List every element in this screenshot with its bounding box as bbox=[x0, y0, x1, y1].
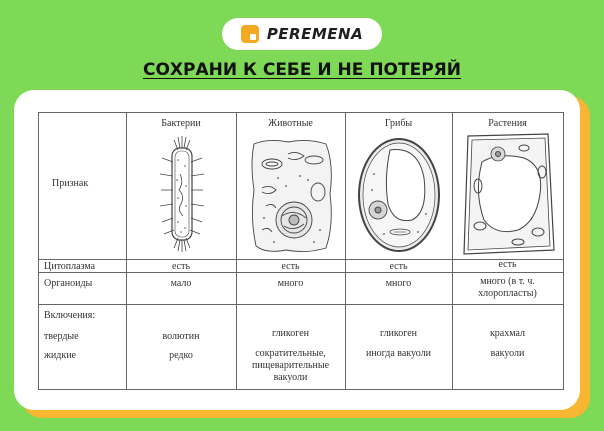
cell-solid-animals: гликоген bbox=[271, 328, 310, 339]
row-label-organoids: Органоиды bbox=[44, 278, 93, 289]
row-divider bbox=[38, 304, 564, 305]
row-label-inclusions: Включения: bbox=[44, 310, 96, 321]
cell-organoids-animals: много bbox=[277, 278, 304, 289]
cell-solid-bacteria: волютин bbox=[162, 331, 200, 342]
cell-cytoplasm-fungi: есть bbox=[389, 261, 408, 272]
table-border-left bbox=[38, 112, 39, 390]
cell-organoids-bacteria: мало bbox=[170, 278, 192, 289]
brand-logo bbox=[222, 18, 382, 50]
cell-liquid-plants: вакуоли bbox=[490, 348, 525, 359]
headline bbox=[0, 60, 604, 80]
table-border-top bbox=[38, 112, 564, 113]
headline-text: СОХРАНИ К СЕБЕ И НЕ ПОТЕРЯЙ bbox=[143, 60, 461, 80]
row-header-label: Признак bbox=[52, 178, 89, 189]
column-header-animals: Животные bbox=[268, 118, 313, 129]
table-border-bottom bbox=[38, 389, 564, 390]
animal-cell-illustration bbox=[248, 134, 336, 256]
row-label-liquid: жидкие bbox=[44, 350, 76, 361]
col-divider bbox=[126, 112, 127, 390]
fungus-cell-illustration bbox=[354, 134, 444, 256]
cell-liquid-animals: сократительные, пищеварительные вакуоли bbox=[251, 348, 330, 383]
bacteria-cell-illustration bbox=[156, 134, 208, 254]
cell-liquid-fungi: иногда вакуоли bbox=[365, 348, 432, 359]
row-label-solid: твердые bbox=[44, 331, 79, 342]
cell-solid-plants: крахмал bbox=[489, 328, 526, 339]
cell-cytoplasm-bacteria: есть bbox=[171, 261, 191, 272]
table-border-right bbox=[563, 112, 564, 390]
column-header-bacteria: Бактерии bbox=[161, 118, 201, 129]
cell-liquid-bacteria: редко bbox=[169, 350, 193, 361]
plant-cell-illustration bbox=[458, 132, 558, 256]
cell-cytoplasm-plants: есть bbox=[498, 259, 517, 270]
row-label-cytoplasm: Цитоплазма bbox=[44, 261, 96, 272]
cell-cytoplasm-animals: есть bbox=[281, 261, 300, 272]
cell-organoids-plants: много (в т. ч. хлоропласты) bbox=[478, 276, 537, 299]
cell-solid-fungi: гликоген bbox=[379, 328, 418, 339]
comparison-table bbox=[38, 112, 564, 390]
cell-organoids-fungi: много bbox=[385, 278, 412, 289]
brand-mark-icon bbox=[241, 25, 259, 43]
brand-name: PEREMENA bbox=[266, 25, 364, 43]
column-header-plants: Растения bbox=[488, 118, 527, 129]
column-header-fungi: Грибы bbox=[384, 118, 413, 129]
